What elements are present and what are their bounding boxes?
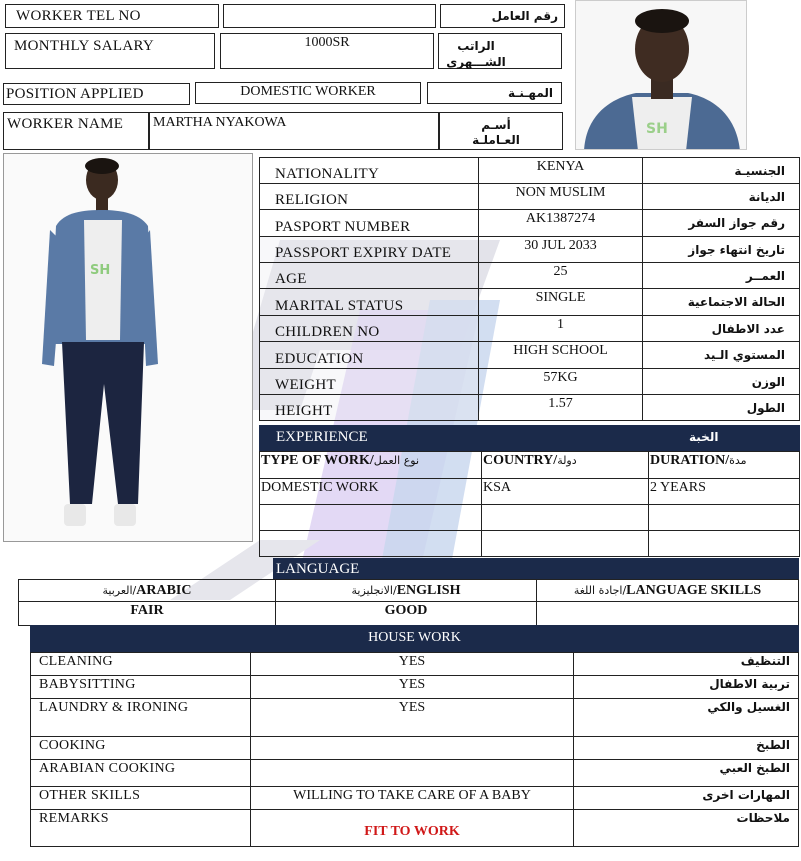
- housework-value: [251, 760, 574, 787]
- experience-title-ar: الخبة: [689, 430, 719, 444]
- exp-col-duration: DURATION/مدة: [649, 452, 800, 479]
- experience-header: [259, 425, 800, 451]
- detail-value: HIGH SCHOOL: [479, 342, 643, 369]
- housework-row: [31, 653, 799, 676]
- salary-value: 1000SR: [304, 35, 350, 50]
- detail-ar: الجنسيـة: [643, 158, 800, 184]
- detail-ar: العمــر: [643, 263, 800, 289]
- housework-value: YES: [251, 699, 574, 737]
- housework-table: [30, 652, 799, 848]
- detail-row: [260, 289, 800, 316]
- housework-row: [31, 787, 799, 810]
- name-value-cell: [149, 112, 439, 150]
- housework-label: ARABIAN COOKING: [31, 760, 251, 787]
- detail-label: NATIONALITY: [260, 158, 479, 184]
- housework-label: COOKING: [31, 737, 251, 760]
- experience-table: [259, 451, 800, 557]
- detail-value: SINGLE: [479, 289, 643, 316]
- tel-value-cell: [223, 4, 436, 28]
- tel-label-cell: [5, 4, 219, 28]
- position-ar: المهـنـة: [508, 86, 553, 100]
- name-ar-cell: [439, 112, 563, 150]
- housework-label: REMARKS: [31, 810, 251, 847]
- housework-ar: الغسيل والكي: [574, 699, 799, 737]
- salary-ar-cell: [438, 33, 562, 69]
- name-label: WORKER NAME: [7, 116, 124, 132]
- detail-row: [260, 210, 800, 237]
- exp-empty-cell: [649, 505, 800, 531]
- housework-ar: الطبخ العبي: [574, 760, 799, 787]
- detail-value: AK1387274: [479, 210, 643, 237]
- detail-row: [260, 395, 800, 421]
- detail-value: KENYA: [479, 158, 643, 184]
- lang-skills-empty: [537, 602, 799, 626]
- housework-value: [251, 737, 574, 760]
- housework-row: [31, 737, 799, 760]
- housework-ar: التنظيف: [574, 653, 799, 676]
- detail-row: [260, 316, 800, 342]
- lang-english-level: GOOD: [276, 602, 537, 626]
- exp-empty-cell: [649, 531, 800, 557]
- position-label: POSITION APPLIED: [6, 86, 144, 102]
- housework-ar: ملاحظات: [574, 810, 799, 847]
- detail-value: 57KG: [479, 369, 643, 395]
- detail-value: 25: [479, 263, 643, 289]
- housework-value: WILLING TO TAKE CARE OF A BABY: [251, 787, 574, 810]
- detail-value: NON MUSLIM: [479, 184, 643, 210]
- experience-title: EXPERIENCE: [276, 429, 368, 445]
- housework-ar: تربية الاطفال: [574, 676, 799, 699]
- exp-col-country: COUNTRY/دولة: [482, 452, 649, 479]
- lang-english-head: الانجليزية/ENGLISH: [276, 580, 537, 602]
- exp-empty-cell: [260, 505, 482, 531]
- housework-label: BABYSITTING: [31, 676, 251, 699]
- detail-label: HEIGHT: [260, 395, 479, 421]
- detail-label: PASPORT NUMBER: [260, 210, 479, 237]
- lang-arabic-head: العربية/ARABIC: [19, 580, 276, 602]
- housework-label: CLEANING: [31, 653, 251, 676]
- detail-ar: الطول: [643, 395, 800, 421]
- exp-row-type: DOMESTIC WORK: [260, 479, 482, 505]
- exp-row-duration: 2 YEARS: [649, 479, 800, 505]
- housework-header: [30, 625, 799, 652]
- detail-ar: رقم جواز السفر: [643, 210, 800, 237]
- language-header: [273, 558, 799, 580]
- full-body-photo: [3, 153, 253, 542]
- housework-label: LAUNDRY & IRONING: [31, 699, 251, 737]
- detail-label: PASSPORT EXPIRY DATE: [260, 237, 479, 263]
- exp-col-type: TYPE OF WORK/نوع العمل: [260, 452, 482, 479]
- exp-empty-cell: [482, 505, 649, 531]
- language-title: LANGUAGE: [276, 561, 360, 577]
- position-ar-cell: [427, 82, 562, 104]
- detail-row: [260, 237, 800, 263]
- housework-ar: الطبخ: [574, 737, 799, 760]
- lang-arabic-level: FAIR: [19, 602, 276, 626]
- detail-label: WEIGHT: [260, 369, 479, 395]
- exp-row-country: KSA: [482, 479, 649, 505]
- name-value: MARTHA NYAKOWA: [153, 115, 287, 130]
- detail-value: 30 JUL 2033: [479, 237, 643, 263]
- housework-value: YES: [251, 653, 574, 676]
- svg-text:SH: SH: [90, 263, 111, 278]
- name-label-cell: [3, 112, 149, 150]
- position-value: DOMESTIC WORKER: [240, 84, 376, 99]
- housework-row: [31, 810, 799, 847]
- housework-title: HOUSE WORK: [368, 630, 461, 645]
- detail-ar: الديانة: [643, 184, 800, 210]
- detail-label: MARITAL STATUS: [260, 289, 479, 316]
- portrait-photo: [575, 0, 747, 150]
- salary-ar: الراتب الشـــهري: [446, 39, 506, 69]
- detail-row: [260, 184, 800, 210]
- exp-empty-cell: [482, 531, 649, 557]
- housework-value: FIT TO WORK: [251, 810, 574, 847]
- detail-ar: المستوي الـيد: [643, 342, 800, 369]
- detail-ar: تاريخ انتهاء جواز: [643, 237, 800, 263]
- detail-label: EDUCATION: [260, 342, 479, 369]
- detail-row: [260, 158, 800, 184]
- tel-ar: رقم العامل: [491, 9, 558, 23]
- housework-ar: المهارات اخرى: [574, 787, 799, 810]
- detail-value: 1: [479, 316, 643, 342]
- tel-ar-cell: [440, 4, 565, 28]
- salary-value-cell: [220, 33, 434, 69]
- position-label-cell: [3, 83, 190, 105]
- name-ar: أسـم العـاملـة: [472, 118, 520, 147]
- tel-label: WORKER TEL NO: [16, 8, 141, 24]
- exp-empty-cell: [260, 531, 482, 557]
- housework-value: YES: [251, 676, 574, 699]
- salary-label: MONTHLY SALARY: [14, 38, 155, 54]
- salary-label-cell: [5, 33, 215, 69]
- detail-row: [260, 263, 800, 289]
- housework-row: [31, 760, 799, 787]
- detail-ar: عدد الاطفال: [643, 316, 800, 342]
- housework-label: OTHER SKILLS: [31, 787, 251, 810]
- details-table: [259, 157, 800, 424]
- lang-skills-head: اجادة اللغة/LANGUAGE SKILLS: [537, 580, 799, 602]
- detail-ar: الحالة الاجتماعية: [643, 289, 800, 316]
- detail-label: RELIGION: [260, 184, 479, 210]
- housework-row: [31, 676, 799, 699]
- position-value-cell: [195, 82, 421, 104]
- detail-value: 1.57: [479, 395, 643, 421]
- detail-label: AGE: [260, 263, 479, 289]
- detail-row: [260, 342, 800, 369]
- detail-ar: الوزن: [643, 369, 800, 395]
- detail-row: [260, 369, 800, 395]
- housework-row: [31, 699, 799, 737]
- detail-label: CHILDREN NO: [260, 316, 479, 342]
- svg-text:SH: SH: [646, 121, 668, 137]
- language-table: [18, 579, 799, 627]
